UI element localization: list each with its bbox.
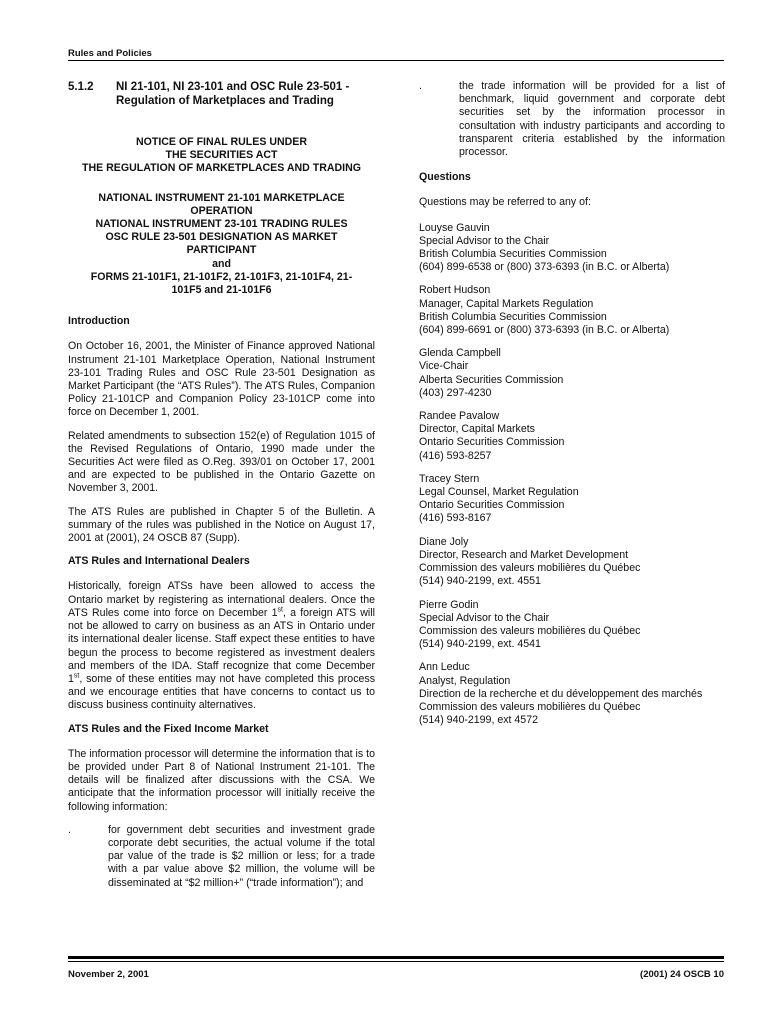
contact-title: Special Advisor to the Chair (419, 611, 550, 624)
intl-text-b: , a foreign ATS will not be allowed to carry on business as an ATS in Ontario under its international dealer license. Staff expect these entities to have begun the process to become registered as investment dealers and members of the IDA. Staff recognize that come December 1 (68, 606, 375, 685)
section-heading (68, 80, 375, 108)
intro-paragraph-2: Related amendments to subsection 152(e) of Regulation 1015 of the Revised Regulations of Ontario, 1990 made under the Securities Act were filed as O.Reg. 393/01 on October 17, 2001 and are expected to be published in the Ontario Gazette on November 3, 2001. (68, 429, 375, 495)
instrument-line-1: NATIONAL INSTRUMENT 21-101 MARKETPLACE (98, 191, 345, 204)
instrument-line-8: 101F5 and 21-101F6 (171, 284, 272, 297)
contact-block (419, 473, 725, 526)
contact-title: Special Advisor to the Chair (419, 234, 550, 247)
contact-name: Louyse Gauvin (419, 221, 490, 234)
contact-phone: (604) 899-6691 or (800) 373-6393 (in B.C. or Alberta) (419, 324, 670, 337)
contact-phone: (416) 593-8167 (419, 512, 492, 525)
international-dealers-heading: ATS Rules and International Dealers (68, 555, 250, 568)
contact-phone: (416) 593-8257 (419, 449, 492, 462)
section-number: 5.1.2 (68, 81, 94, 93)
contact-block (419, 347, 725, 400)
contact-phone: (514) 940-2199, ext. 4551 (419, 575, 541, 588)
bullet-text: for government debt securities and investment grade corporate debt securities, the actual volume if the total par value of the trade is $2 million or less; for a trade with a par value above $2 million, the volume will be disseminated at “$2 million+” (“trade information”); and (108, 823, 375, 889)
bullet-marker: . (419, 80, 422, 92)
notice-line-1: NOTICE OF FINAL RULES UNDER (135, 136, 308, 148)
contact-organization: Ontario Securities Commission (419, 436, 565, 449)
contact-title: Director, Research and Market Development (419, 548, 629, 561)
bullet-text: the trade information will be provided for a list of benchmark, liquid government and corporate debt securities set by the information processor in consultation with industry participants and according to transparent criteria established by the information processor. (459, 80, 725, 159)
notice-line-3: THE REGULATION OF MARKETPLACES AND TRADING (82, 162, 361, 175)
contact-name: Tracey Stern (419, 472, 480, 485)
contact-block (419, 661, 725, 727)
contact-name: Diane Joly (419, 535, 469, 548)
contact-block (419, 222, 725, 275)
header-rule (68, 60, 724, 61)
introduction-heading: Introduction (68, 315, 130, 328)
intro-paragraph-1: On October 16, 2001, the Minister of Finance approved National Instrument 21-101 Marketplace Operation, National Instrument 23-101 Trading Rules and OSC Rule 23-501 Designation as Market Participant (the “ATS Rules”). The ATS Rules, Companion Policy 21-101CP and Companion Policy 23-101CP come into force on December 1, 2001. (68, 340, 375, 419)
contact-organization: Ontario Securities Commission (419, 499, 565, 512)
bullet-item-1 (68, 824, 375, 890)
instrument-line-5: PARTICIPANT (186, 244, 257, 257)
intl-superscript-1: st (277, 606, 283, 614)
contact-title: Analyst, Regulation (419, 674, 511, 687)
instruments-heading (68, 192, 375, 298)
section-title (116, 80, 349, 108)
contact-name: Pierre Godin (419, 598, 479, 611)
fixed-income-heading: ATS Rules and the Fixed Income Market (68, 722, 269, 735)
intl-text-a: Historically, foreign ATSs have been allowed to access the Ontario market by registering as international dealers. Once the ATS Rules come into force on December 1 (68, 580, 375, 619)
contact-block (419, 599, 725, 652)
instrument-line-7: FORMS 21-101F1, 21-101F2, 21-101F3, 21-101F4, 21- (90, 270, 353, 283)
contact-name: Ann Leduc (419, 661, 470, 674)
contact-organization: British Columbia Securities Commission (419, 310, 607, 323)
international-dealers-paragraph (68, 580, 375, 712)
notice-line-2: THE SECURITIES ACT (165, 149, 278, 162)
contact-name: Randee Pavalow (419, 410, 500, 423)
contact-phone: (403) 297-4230 (419, 386, 492, 399)
fixed-income-paragraph: The information processor will determine the information that is to be provided under Part 8 of National Instrument 21-101. The details will be finalized after discussions with the CSA. We anticipate that the information processor will initially receive the following information: (68, 747, 375, 813)
footer-rule-thick (68, 956, 724, 959)
footer-rule-thin (68, 961, 724, 962)
footer-date: November 2, 2001 (68, 969, 149, 980)
questions-heading: Questions (419, 171, 471, 184)
contact-title: Director, Capital Markets (419, 423, 535, 436)
instrument-line-4: OSC RULE 23-501 DESIGNATION AS MARKET (105, 231, 338, 244)
running-header: Rules and Policies (68, 48, 152, 59)
contact-organization: Alberta Securities Commission (419, 373, 564, 386)
contact-block (419, 536, 725, 589)
contact-organization: Commission des valeurs mobilières du Québec (419, 700, 641, 713)
contact-organization: Commission des valeurs mobilières du Québec (419, 562, 641, 575)
questions-intro: Questions may be referred to any of: (419, 196, 591, 209)
bullet-marker: . (68, 823, 71, 836)
contact-block (419, 284, 725, 337)
section-title-line-2: Regulation of Marketplaces and Trading (116, 95, 334, 107)
intl-text-c: , some of these entities may not have completed this process and we encourage entities that have concerns to contact us to discuss business continuity alternatives. (68, 672, 375, 712)
contact-name: Robert Hudson (419, 284, 491, 297)
contact-phone: (514) 940-2199, ext. 4541 (419, 638, 541, 651)
contact-name: Glenda Campbell (419, 347, 501, 360)
contact-title: Vice-Chair (419, 360, 469, 373)
contact-organization: British Columbia Securities Commission (419, 248, 607, 261)
contact-title: Manager, Capital Markets Regulation (419, 297, 594, 310)
instrument-line-2: OPERATION (190, 204, 253, 217)
section-title-line-1: NI 21-101, NI 23-101 and OSC Rule 23-501 - (116, 81, 350, 93)
contact-title: Legal Counsel, Market Regulation (419, 486, 579, 499)
bullet-item-2 (419, 80, 725, 159)
instrument-line-6: and (212, 257, 231, 270)
contact-block (419, 410, 725, 463)
instrument-line-3: NATIONAL INSTRUMENT 23-101 TRADING RULES (95, 218, 348, 231)
left-column (68, 80, 375, 900)
footer-citation: (2001) 24 OSCB 10 (640, 969, 724, 980)
right-column (419, 80, 725, 737)
intl-superscript-2: st (73, 672, 80, 680)
contact-phone: (514) 940-2199, ext 4572 (419, 714, 538, 727)
contact-phone: (604) 899-6538 or (800) 373-6393 (in B.C. or Alberta) (419, 261, 670, 274)
notice-heading (68, 136, 375, 176)
intro-paragraph-3: The ATS Rules are published in Chapter 5 of the Bulletin. A summary of the rules was published in the Notice on August 17, 2001 at (2001), 24 OSCB 87 (Supp). (68, 505, 375, 545)
contact-department: Direction de la recherche et du développement des marchés (419, 687, 703, 700)
contact-organization: Commission des valeurs mobilières du Québec (419, 624, 641, 637)
